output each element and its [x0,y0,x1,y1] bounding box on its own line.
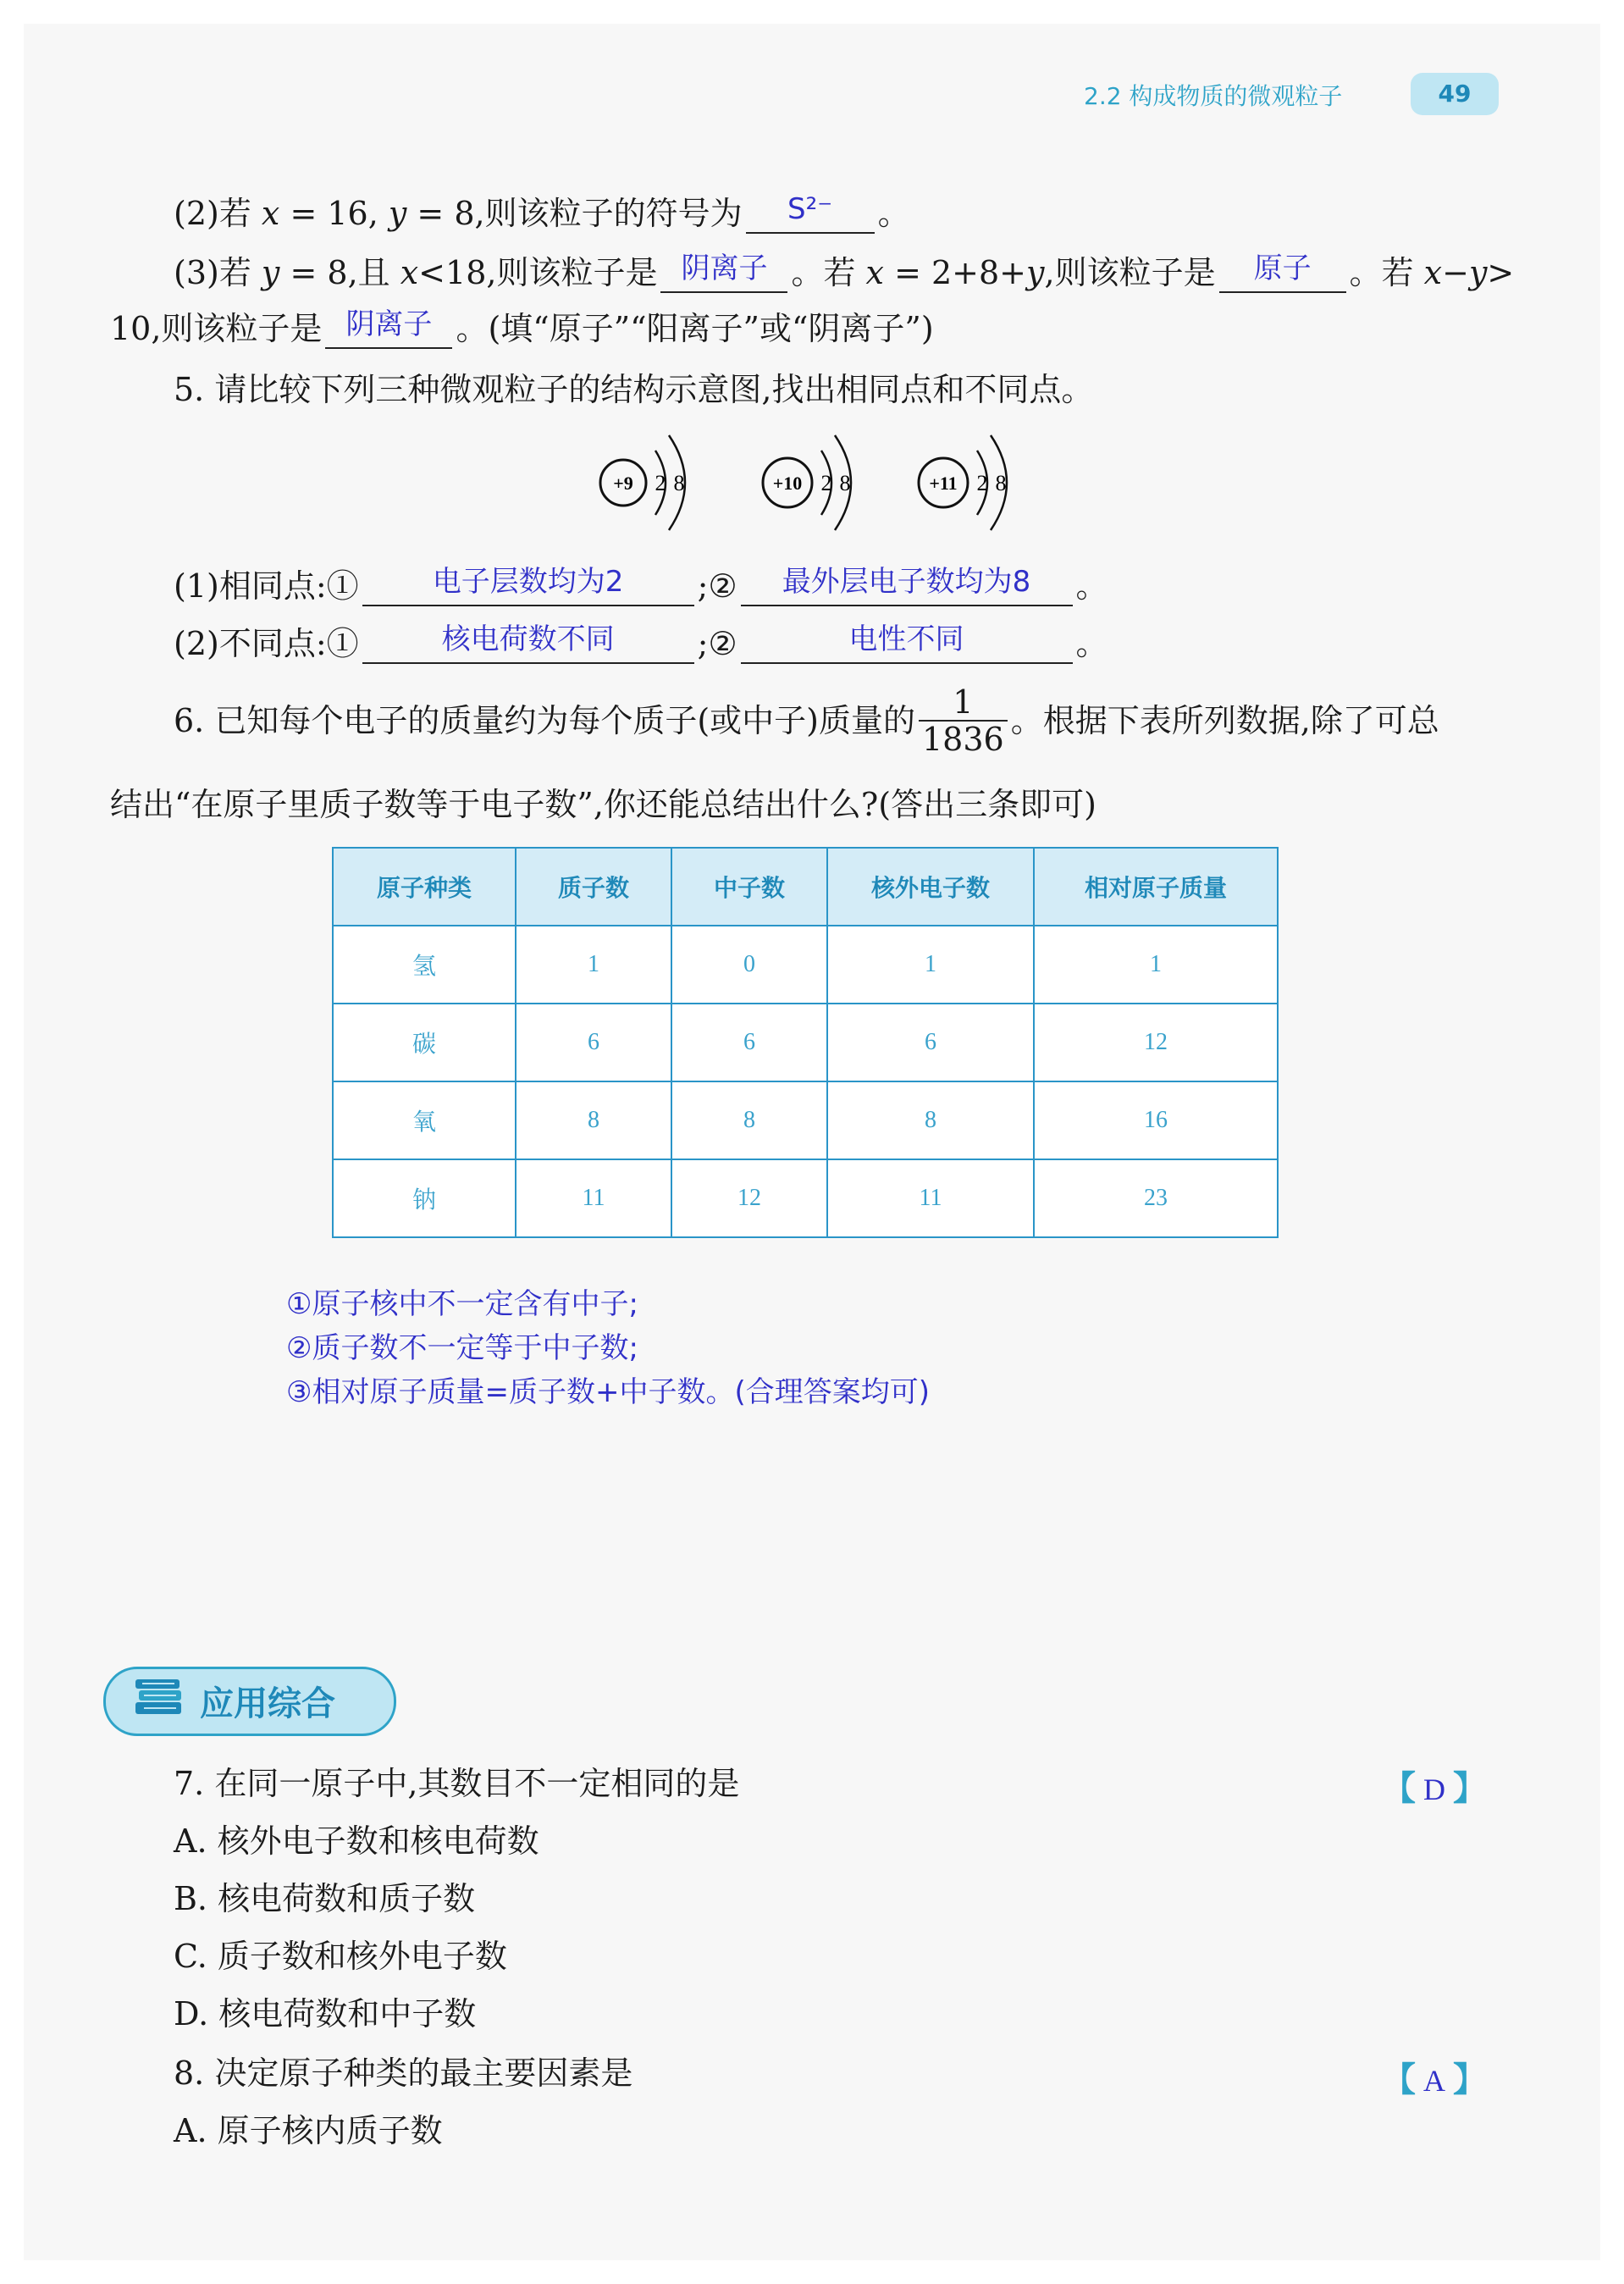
question-5-same: (1)相同点:① 电子层数均为2 ;② 最外层电子数均为8 。 [174,565,1108,605]
question-8-stem: 8. 决定原子种类的最主要因素是 [174,2054,633,2092]
table-cell: 23 [1034,1159,1278,1237]
question-4-3: (3)若 y = 8,且 x<18,则该粒子是 阴离子 。若 x = 2+8+y,则该粒子是 原子 。若 x−y> [174,252,1515,291]
table-cell: 6 [516,1004,671,1081]
table-row [333,1081,1278,1159]
atom-structure-diagrams [584,423,1041,542]
answer-text: 核电荷数不同 [441,622,615,656]
table-header: 中子数 [671,848,827,926]
option[interactable]: A. 原子核内质子数 [174,2112,443,2149]
table-cell: 11 [827,1159,1034,1237]
table-cell: 钠 [333,1159,516,1237]
bracket-right: 】 [1453,2060,1487,2099]
page-number-badge: 49 [1411,73,1499,115]
table-cell: 1 [827,926,1034,1004]
bracket-left: 【 [1382,1769,1416,1808]
answer-text: S²⁻ [787,192,833,226]
shell-1-electrons: 2 [820,471,832,495]
table-header-row [333,848,1278,926]
table-row [333,926,1278,1004]
table-header: 质子数 [516,848,671,926]
answer-blank[interactable] [362,565,694,606]
table-header: 原子种类 [333,848,516,926]
table-cell: 12 [671,1159,827,1237]
nucleus-charge: +9 [613,473,633,494]
section-title: 应用综合 [200,1684,335,1723]
shell-2-electrons: 8 [839,471,851,495]
question-5-stem: 5. 请比较下列三种微观粒子的结构示意图,找出相同点和不同点。 [174,371,1094,408]
shell-1-electrons: 2 [976,471,988,495]
table-cell: 12 [1034,1004,1278,1081]
bracket-answer[interactable]: D [1423,1772,1445,1806]
answer-line: ①原子核中不一定含有中子; [286,1287,638,1321]
answer-blank[interactable] [741,622,1073,664]
answer-blank[interactable] [741,565,1073,606]
table-cell: 6 [827,1004,1034,1081]
atom-diagram-1 [600,435,685,530]
table-cell: 8 [516,1081,671,1159]
table-header: 核外电子数 [827,848,1034,926]
shell-1-electrons: 2 [655,471,666,495]
fraction [919,684,1008,757]
answer-text: 阴离子 [345,307,433,341]
question-4-3-line2: 10,则该粒子是 阴离子 。(填“原子”“阳离子”或“阴离子”) [110,307,934,347]
table-cell: 6 [671,1004,827,1081]
table-cell: 0 [671,926,827,1004]
answer-text: 电子层数均为2 [432,565,624,599]
answer-text: 最外层电子数均为8 [782,565,1031,599]
bracket-left: 【 [1382,2060,1416,2099]
books-icon [132,1677,186,1721]
nucleus-charge: +10 [772,473,803,494]
question-7-stem: 7. 在同一原子中,其数目不一定相同的是 [174,1765,740,1802]
table-cell: 11 [516,1159,671,1237]
option[interactable]: D. 核电荷数和中子数 [174,1995,477,2032]
question-4-2: (2)若 x = 16, y = 8,则该粒子的符号为 S²⁻ 。 [174,192,910,232]
chapter-title: 2.2 构成物质的微观粒子 [1084,82,1343,110]
table-cell: 16 [1034,1081,1278,1159]
option[interactable]: A. 核外电子数和核电荷数 [174,1822,539,1860]
answer-blank[interactable] [1219,252,1346,293]
answer-blank[interactable] [746,192,875,234]
fraction-denominator: 1836 [922,721,1004,758]
table-row [333,1159,1278,1237]
table-cell: 氢 [333,926,516,1004]
answer-text: 电性不同 [848,622,964,656]
nucleus-charge: +11 [929,473,958,494]
table-row [333,1004,1278,1081]
shell-2-electrons: 8 [995,471,1007,495]
question-6-stem: 6. 已知每个电子的质量约为每个质子(或中子)质量的 $\frac{1}{1836}$ 。根据下表所列数据,除了可总 [174,683,1439,758]
table-cell: 氧 [333,1081,516,1159]
table-cell: 8 [827,1081,1034,1159]
table-header: 相对原子质量 [1034,848,1278,926]
bracket-answer[interactable]: A [1423,2064,1445,2098]
atom-diagram-3 [919,435,1007,530]
table-cell: 1 [1034,926,1278,1004]
answer-line: ②质子数不一定等于中子数; [286,1331,638,1365]
answer-line: ③相对原子质量=质子数+中子数。(合理答案均可) [286,1375,930,1409]
answer-bracket [1382,2053,1487,2101]
answer-blank[interactable] [325,307,452,349]
table-cell: 1 [516,926,671,1004]
table-cell: 碳 [333,1004,516,1081]
fraction-numerator: 1 [919,684,1008,722]
option[interactable]: B. 核电荷数和质子数 [174,1880,476,1917]
shell-2-electrons: 8 [673,471,685,495]
option[interactable]: C. 质子数和核外电子数 [174,1938,507,1975]
answer-text: 原子 [1253,252,1312,285]
answer-bracket [1382,1761,1487,1810]
atom-diagram-2 [763,435,851,530]
question-6-answers [286,1282,930,1414]
answer-text: 阴离子 [681,252,768,285]
bracket-right: 】 [1453,1769,1487,1808]
question-5-diff: (2)不同点:① 核电荷数不同 ;② 电性不同 。 [174,622,1108,662]
table-cell: 8 [671,1081,827,1159]
atom-data-table [332,847,1279,1238]
answer-blank[interactable] [660,252,787,293]
question-6-stem-line2: 结出“在原子里质子数等于电子数”,你还能总结出什么?(答出三条即可) [110,786,1096,823]
answer-blank[interactable] [362,622,694,664]
